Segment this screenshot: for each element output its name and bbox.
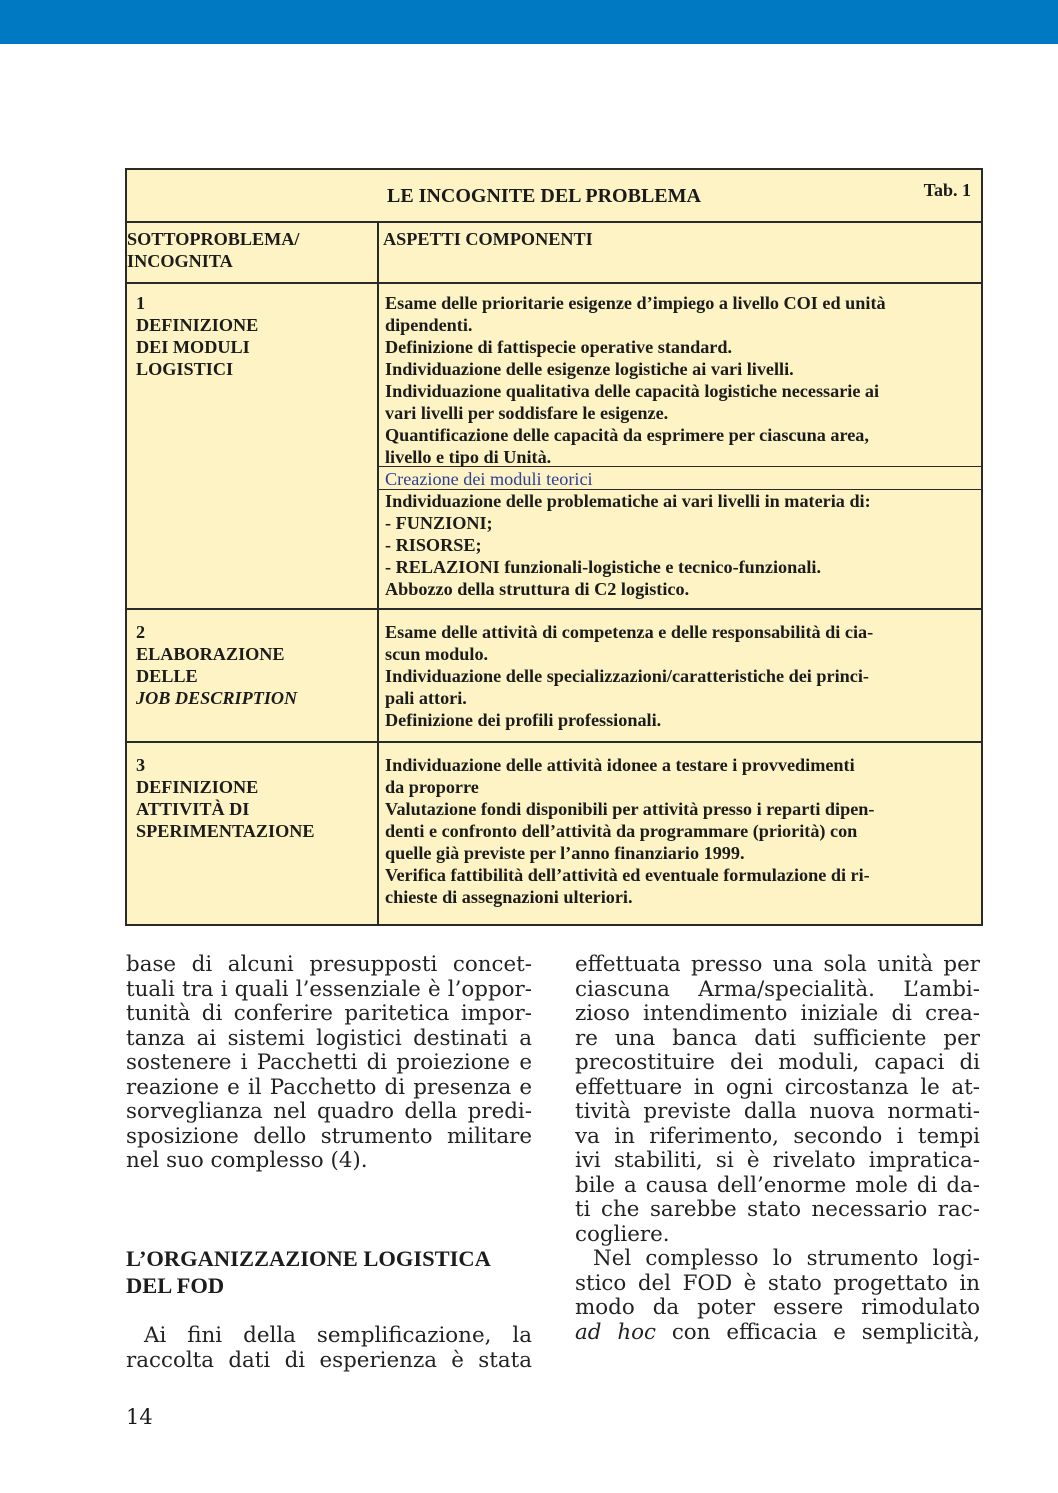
header-aspetti: ASPETTI COMPONENTI [383, 229, 593, 249]
left-column-paragraph-2: Ai fini della semplificazione, la raccolta dati di esperienza è stata [126, 1323, 532, 1373]
row2-incognita: 2 ELABORAZIONE DELLE JOB DESCRIPTION [136, 622, 298, 708]
section-heading: L’ORGANIZZAZIONE LOGISTICA DEL FOD [126, 1246, 491, 1298]
table-number: Tab. 1 [923, 180, 971, 200]
row3-incognita: 3 DEFINIZIONE ATTIVITÀ DI SPERIMENTAZIONE [136, 755, 315, 841]
right-column-paragraph: effettuata presso una sola unità per ciascuna Arma/specialità. L’ambi- zioso intendimento iniziale di crea- re una banca dati sufficiente per precostituire dei moduli, capaci di effettuare in ogni circostanza le at- tività previste dalla nuova normati- va in riferimento, secondo i tempi ivi stabiliti, si è rivelato impratica- bile a causa dell’enorme mole di da- ti che sarebbe stato necessario rac- cogliere. Nel complesso lo strumento logi- stico del FOD è stato progettato in modo da poter essere rimodulato ad hoc con efficacia e semplicità, [575, 952, 980, 1345]
row1-incognita: 1 DEFINIZIONE DEI MODULI LOGISTICI [136, 293, 259, 379]
table-title: LE INCOGNITE DEL PROBLEMA [387, 185, 701, 207]
table-divider [127, 221, 981, 223]
top-color-bar [0, 0, 1058, 44]
row1-moduli-teorici: Creazione dei moduli teorici [385, 469, 593, 489]
row1-problematiche: Individuazione delle problematiche ai vari livelli in materia di: - FUNZIONI; - RISORSE; - RELAZIONI funzionali-logistiche e tecnico-funzionali. Abbozzo della struttura di C2 logistico. [385, 491, 871, 599]
table-divider [127, 608, 981, 610]
header-sottoproblema: SOTTOPROBLEMA/ INCOGNITA [127, 229, 300, 271]
left-column-paragraph: base di alcuni presupposti concet- tuali tra i quali l’essenziale è l’oppor- tunità di conferire paritetica impor- tanza ai sistemi logistici destinati a sostenere i Pacchetti di proiezione e reazione e il Pacchetto di presenza e sorveglianza nel quadro della predi- sposizione dello strumento militare nel suo complesso (4). [126, 952, 532, 1173]
table-column-divider [377, 222, 379, 924]
table-divider [127, 282, 981, 284]
row2-aspetti: Esame delle attività di competenza e delle responsabilità di cia- scun modulo. Individuazione delle specializzazioni/caratteristiche dei princi- pali attori. Definizione dei profili professionali. [385, 622, 874, 730]
page-number: 14 [126, 1405, 153, 1429]
table-divider [127, 741, 981, 743]
table-incognite [125, 168, 983, 926]
last-line: ad hoc con efficacia e semplicità, [575, 1319, 980, 1345]
row1-aspetti: Esame delle prioritarie esigenze d’impiego a livello COI ed unità dipendenti. Definizione di fattispecie operative standard. Individuazione delle esigenze logistiche ai vari livelli. Individuazione qualitativa delle capacità logistiche necessarie ai vari livelli per soddisfare le esigenze. Quantificazione delle capacità da esprimere per ciascuna area, livello e tipo di Unità. [385, 293, 886, 467]
row3-aspetti: Individuazione delle attività idonee a testare i provvedimenti da proporre Valutazione fondi disponibili per attività presso i reparti dipen- denti e confronto dell’attività da programmare (priorità) con quelle già previste per l’anno finanziario 1999. Verifica fattibilità dell’attività ed eventuale formulazione di ri- chieste di assegnazioni ulteriori. [385, 755, 875, 907]
